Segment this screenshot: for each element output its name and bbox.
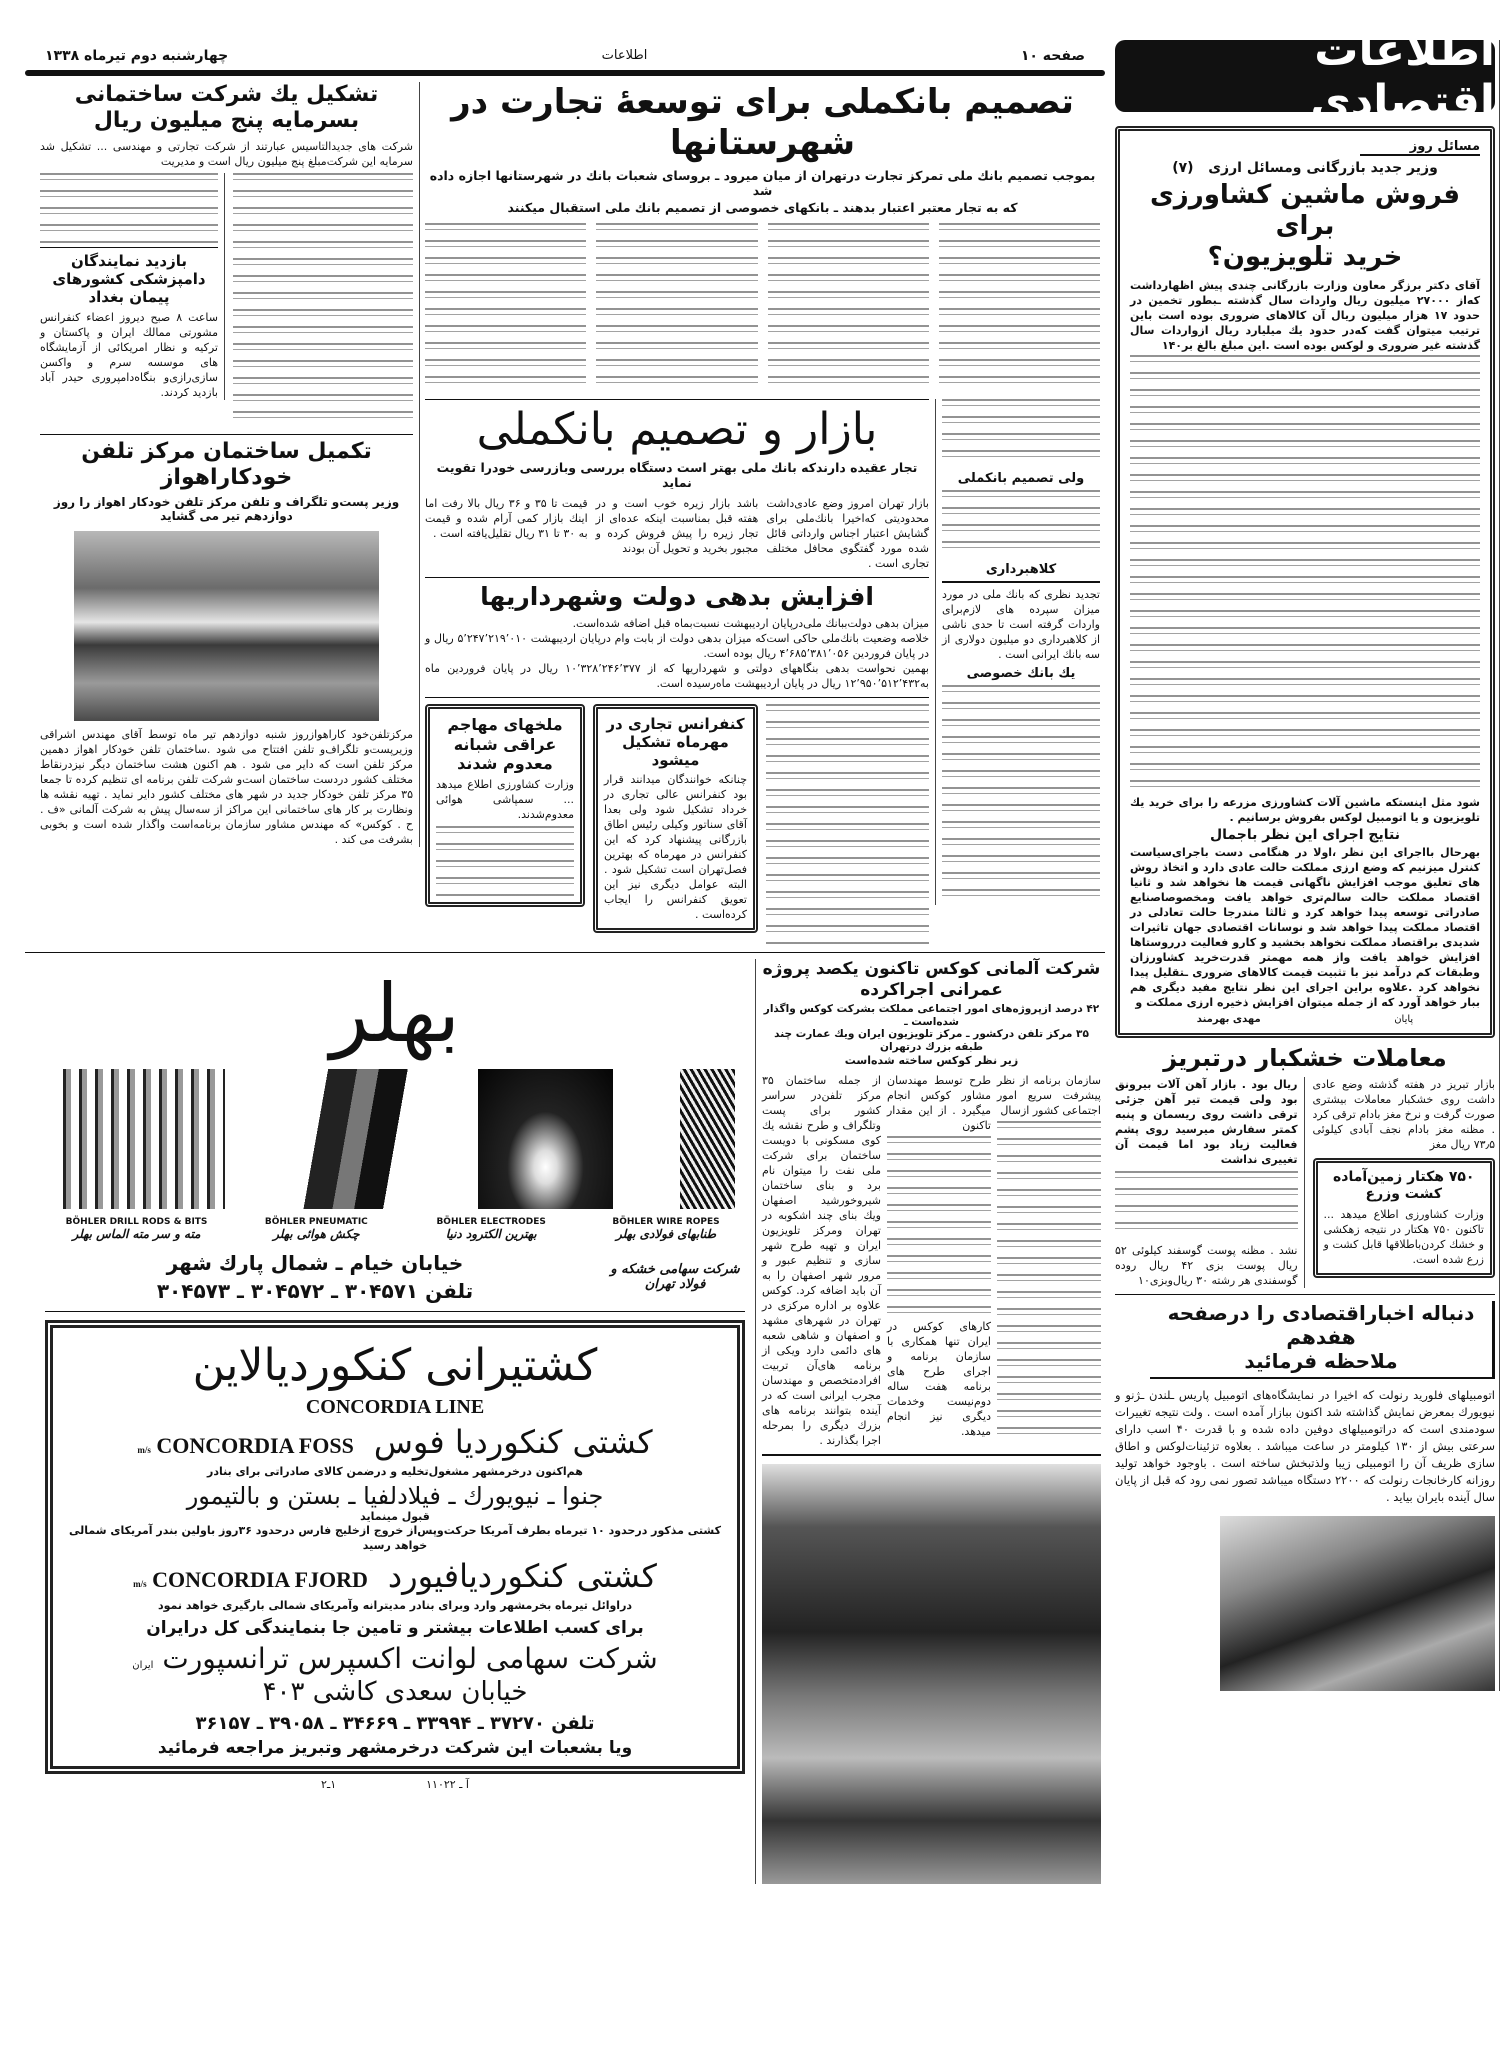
conference-box bbox=[593, 704, 758, 933]
cox-text-lines bbox=[887, 1136, 991, 1316]
left-story-text: شرکت های جدیدالتاسیس عبارتند از شرکت تجارتی و مهندسی ... تشکیل شد سرمایه این شرکت‌مبلغ پنج میلیون ریال است و مدیریت bbox=[40, 139, 413, 168]
bohler-ad bbox=[45, 959, 745, 1303]
rule bbox=[25, 952, 1105, 953]
cox-col bbox=[997, 1073, 1101, 1441]
column-subhead: نتایج اجرای این نظر باجمال bbox=[1210, 826, 1400, 843]
ship1-name bbox=[61, 1423, 729, 1461]
continued-notice bbox=[1150, 1301, 1495, 1379]
wire-ropes-image bbox=[680, 1069, 735, 1209]
bohler-contact bbox=[45, 1251, 745, 1303]
land-box bbox=[1313, 1158, 1496, 1278]
product-fa: طنابهای فولادی بهلر bbox=[615, 1227, 717, 1242]
ms-label: m/s bbox=[137, 1445, 151, 1456]
middle-lower bbox=[425, 399, 1100, 945]
drill-bits-image bbox=[55, 1069, 225, 1209]
main-story-text bbox=[768, 223, 929, 393]
locust-text: وزارت کشاورزی اطلاع میدهد ... سمپاشی هوائی معدوم‌شدند. bbox=[436, 777, 574, 821]
product-fa: چکش هوائی بهلر bbox=[273, 1227, 360, 1242]
main-headline: تصمیم بانکملی برای توسعهٔ تجارت در شهرستانها bbox=[451, 82, 1074, 163]
cox-headline: شرکت آلمانی کوکس تاکنون یکصد پروژه عمرانی اجراکرده bbox=[762, 959, 1101, 1000]
continued-line: دنباله اخباراقتصادی را درصفحه هفدهم bbox=[1167, 1301, 1475, 1350]
ship1-line3: کشتی مذکور درحدود ۱۰ تیرماه بطرف آمریکا حرکت‌وپس‌از خروج ازخلیج فارس درحدود ۳۶روز باولین بندر آمریکای شمالی خواهد رسید bbox=[68, 1524, 721, 1553]
cox-subheadline: ۴۲ درصد ازپروژه‌های امور اجتماعی مملکت بشرکت کوکس واگذار شده‌است ـ bbox=[763, 1003, 1100, 1028]
ad-code: آ ـ ۱۱۰۲۲ bbox=[426, 1778, 469, 1792]
ship2-line1: دراوائل تیرماه بخرمشهر وارد وبرای بنادر مدیترانه وآمریکای شمالی بارگیری خواهد نمود bbox=[157, 1599, 633, 1613]
rule bbox=[425, 697, 929, 698]
cox-section bbox=[755, 959, 1105, 1883]
concordia-ad bbox=[45, 1320, 745, 1774]
column-text: شود مثل اینستکه ماشین آلات کشاورزی مزرعه را برای خرید یك تلویزیون و یا اتومبیل لوکس بفروش برسانیم . bbox=[1130, 795, 1480, 824]
ship2-name-en bbox=[133, 1567, 368, 1593]
ads-section bbox=[25, 959, 755, 1791]
bohler-product-labels bbox=[45, 1217, 745, 1241]
product-en: BÖHLER DRILL RODS & BITS bbox=[65, 1217, 208, 1228]
bottom-row bbox=[25, 959, 1105, 1883]
column-box bbox=[1115, 126, 1495, 1038]
concordia-title-fa: کشتیرانی کنکوردیالاین bbox=[192, 1340, 598, 1392]
bazaar-text: قیمت تا ۳۵ و ۳۶ ریال بالا رفت اما اینك بازار کمی آرام شده و قیمت به ۳۰ تا ۳۱ ریال تقلیل‌یافته است . bbox=[424, 497, 588, 541]
main-story-subhead: ولی تصمیم بانکملی bbox=[957, 470, 1085, 486]
land-text: وزارت کشاورزی اطلاع میدهد ... تاکنون ۷۵۰ هکتار در نتیجه زهکشی و خشك کردن‌باطلاقها قابل کشت و زرع شده است. bbox=[1323, 1207, 1484, 1266]
rule bbox=[762, 1454, 1101, 1456]
left-story-text-lines bbox=[40, 173, 218, 243]
vet-text: ساعت ۸ صبح دیروز اعضاء کنفرانس مشورتی ممالك ایران و پاکستان و ترکیه و نظار امریکائی از آزمایشگاه های موسسه سرم و واکسن سازی‌رازی‌و بنگاه‌دامپروری حیدر آباد بازدید کردند. bbox=[40, 310, 218, 399]
main-story-subhead: کلاهبرداری bbox=[942, 562, 1100, 583]
concordia-agent bbox=[61, 1642, 729, 1675]
main-story-text bbox=[942, 399, 1100, 467]
left-headline: تشکیل یك شرکت ساختمانی bbox=[74, 82, 379, 107]
ad-code: ۱ـ۲ bbox=[321, 1778, 337, 1792]
bohler-products bbox=[45, 1069, 745, 1209]
right-column bbox=[1115, 25, 1500, 1691]
main-story-text bbox=[596, 223, 757, 393]
locust-text-lines bbox=[436, 826, 574, 896]
column-author: مهدی بهرمند bbox=[1196, 1014, 1261, 1026]
tabriz-headline: معاملات خشکبار درتبریز bbox=[1163, 1044, 1447, 1073]
rule bbox=[425, 399, 929, 400]
locust-headline: ملخهای مهاجم عراقی شبانه معدوم شدند bbox=[447, 715, 563, 773]
conference-headline: کنفرانس تجاری در مهرماه تشکیل میشود bbox=[606, 715, 745, 770]
debt-headline: افزایش بدهی دولت وشهرداریها bbox=[480, 582, 874, 612]
cox-subheadline: ۳۵ مرکز تلفن درکشور ـ مرکز تلویزیون ایران ویك عمارت چند طبقه بزرك درتهران bbox=[774, 1028, 1089, 1053]
top-row bbox=[25, 82, 1105, 944]
cox-subheadline: زیر نظر کوکس ساخته شده‌است bbox=[844, 1053, 1019, 1067]
main-area bbox=[25, 40, 1105, 1884]
bazaar-headline: بازار و تصمیم بانکملی bbox=[476, 403, 878, 455]
product-fa: بهترین الکترود دنیا bbox=[445, 1227, 537, 1242]
main-story-text bbox=[942, 490, 1100, 558]
boxes-row bbox=[425, 704, 929, 944]
tabriz-col bbox=[1115, 1077, 1305, 1288]
issue-date: چهارشنبه دوم تیرماه ۱۳۳۸ bbox=[45, 48, 229, 64]
ms-label: m/s bbox=[133, 1579, 147, 1590]
concordia-phone: تلفن ۳۷۲۷۰ ـ ۳۳۹۹۴ ـ ۳۴۶۶۹ ـ ۳۹۰۵۸ ـ ۳۶۱۵۷ bbox=[195, 1713, 595, 1735]
ahvaz-headline: تکمیل ساختمان مرکز تلفن خودکاراهواز bbox=[81, 438, 372, 491]
kicker-text: وزیر جدید بازرگانی ومسائل ارزی bbox=[1208, 160, 1438, 176]
product-wire-ropes bbox=[591, 1217, 741, 1241]
cox-text: از جمله ساختمان ۳۵ مرکز تلفن‌در سراسر کشور برای پست وتلگراف و طرح نقشه یك کوی مسکونی با دویست ساختمان برای شرکت ملی نفت را میتوان نام برد و بنای ساختمان شیروخورشید اصفهان ویك بنای چند اشکوبه در تهران ومرکز تلویزیون ایران و تهیه طرح شهر سازی و تنظیم عبور و مرور شهر اصفهان را به آن باید اضافه کرد. کوکس علاوه بر اداره مرکزی در تهران در شهرهای مشهد و اصفهان و شاهی شعبه های دائمی دارد ویکی از برنامه های‌آن تربیت افرادمتخصص و مهندسان مجرب ایرانی است که در آینده بتوانند برنامه های بزرك دیگری را بمرحله اجرا بگذارند . bbox=[762, 1073, 881, 1447]
left-headline: بسرمایه پنج میلیون ریال bbox=[93, 108, 360, 134]
concordia-title-en: CONCORDIA LINE bbox=[305, 1396, 485, 1419]
rule bbox=[40, 247, 218, 248]
main-story-text bbox=[939, 223, 1100, 393]
telephone-building-photo bbox=[74, 531, 379, 721]
renault-text: اتومبیلهای فلورید رنولت که اخیرا در نمایشگاه‌های اتومبیل پاریس ـلندن ـژنو و نیویورك بمعرض نمایش گذاشته شد اکنون ببازار آمده است . ولت نتیجه تغییرات سودمندی است که دراتومبیلهای دوفین داده شده و با قدرت ۴۰ اسب دارای سرعتی بیش از ۱۳۰ کیلومتر در ساعت میباشد . بعلاوه تزئینات‌لوکس و اطاق سازی ظریف آن را اتومبیلی زیبا ولذتبخش ساخته است . باوجود خواهد تولید روزانه کارخانجات رنولت که ۲۲۰۰ دستگاه میباشد تصور نمی رود که قبل از پایان سال آینده بایران بیاید . bbox=[1115, 1388, 1496, 1505]
rule bbox=[40, 434, 413, 435]
article-text bbox=[766, 704, 929, 944]
section-title: اطلاعات اقتصادی bbox=[1310, 25, 1495, 127]
cox-text: طرح توسط مهندسان مشاور کوکس انجام میگیرد . از این مقدار تاکنون bbox=[887, 1073, 991, 1132]
bazaar-text: باشد بازار زیره خوب است و در هفته قبل بمناسبت اینکه عده‌ای از تجار زیره را پیش فروش کرده و مجبور بخرید و تحویل آن بودند bbox=[595, 497, 759, 556]
product-drill-bits bbox=[49, 1217, 224, 1241]
cox-col bbox=[887, 1073, 991, 1439]
cox-columns bbox=[762, 1073, 1101, 1448]
product-electrodes bbox=[409, 1217, 574, 1241]
vet-box bbox=[40, 173, 225, 400]
cox-text-lines bbox=[997, 1121, 1101, 1441]
concordia-info: برای کسب اطلاعات بیشتر و تامین جا بنمایندگی کل درایران bbox=[146, 1618, 644, 1639]
main-story-continuation bbox=[935, 399, 1100, 906]
bohler-brand: بهلر bbox=[330, 967, 460, 1061]
ship1-name-fa: کشتی کنکوردیا فوس bbox=[373, 1423, 653, 1462]
product-en: BÖHLER PNEUMATIC bbox=[264, 1217, 368, 1228]
debt-text: بهمین نحواست بدهی بنگاههای دولتی و شهرداریها که از ۱۰٬۳۲۸٬۲۴۶٬۳۷۷ ریال در پایان فروردین ماه به۱۲٬۹۵۰٬۵۱۲٬۴۳۲ ریال در پایان اردیبهشت ماه‌رسیده است. bbox=[425, 662, 929, 691]
column-text: آقای دکتر برزگر معاون وزارت بازرگانی چندی پیش اظهارداشت که‌از ۲۷۰۰۰ میلیون ریال واردات سال گذشته ـبطور تخمین در حدود ۱۷ هزار میلیون ریال آن کالاهای ضروری بوده است باین ترتیب میتوان گفت که‌در حدود یك میلیارد ریال ازواردات سال گذشته غیر ضروری و لوکس بوده است .این مبلغ بالغ بر۱۴۰ bbox=[1130, 278, 1481, 352]
header-rule bbox=[25, 70, 1105, 76]
tabriz-text: نشد . مظنه پوست گوسفند کیلوئی ۵۲ ریال پوست بزی ۴۲ ریال روده گوسفندی هر رشته ۳۰ ریال‌وبزی۱۰ bbox=[1115, 1244, 1298, 1288]
product-en: BÖHLER ELECTRODES bbox=[436, 1217, 546, 1228]
vet-headline: بازدید نمایندگان دامپزشکی کشورهای پیمان بغداد bbox=[52, 251, 206, 306]
main-story-subhead: یك بانك خصوصی bbox=[966, 665, 1076, 681]
section-masthead bbox=[1115, 25, 1495, 127]
ship2-name bbox=[61, 1557, 729, 1595]
bohler-phone: تلفن ۳۰۴۵۷۱ ـ ۳۰۴۵۷۲ ـ ۳۰۴۵۷۳ bbox=[156, 1279, 474, 1304]
bohler-address-block bbox=[45, 1251, 585, 1303]
product-pneumatic bbox=[241, 1217, 391, 1241]
ship1-line2: قبول مینماید bbox=[360, 1510, 430, 1524]
concordia-branches: ویا بشعبات این شرکت درخرمشهر وتبریز مراجعه فرمائید bbox=[157, 1738, 633, 1759]
left-story-body bbox=[40, 173, 413, 428]
ship2-en-text: CONCORDIA FJORD bbox=[152, 1567, 368, 1593]
cox-text: سازمان برنامه از نظر پیشرفت سریع امور اجتماعی کشور ازسال bbox=[997, 1073, 1101, 1117]
rule bbox=[425, 577, 929, 578]
main-story-text bbox=[942, 685, 1100, 905]
column-text: بهرحال بااجرای این نظر ،اولا در هنگامی دست باجرای‌سیاست کنترل میزنیم که وضع ارزی مملکت حالت عادی دارد و اتخاذ روش های تعلیق موجب افزایش ناگهانی قیمت ها نخواهد شد و ثانیا اقتصاد مملکت حالت سالم‌تری خواهد یافت ومخصوصاصنایع صادراتی توسعه پیدا خواهد کرد و ثالثا مندرجا حالت تعادلی در اقتصاد مملکت پیدا خواهد شد و نوسانات اقتصادی جهان تاثیرات شدیدی براقتصاد مملکت نخواهد بخشید و کارو فعالیت درروستاها افزایش خواهد یافت واز همه مهمتر قدرت‌خرید کشاورزان وطبقات کم درآمد نیز با تثبیت قیمت کالاهای ضروری ـتقلیل پیدا نخواهد کرد .علاوه براین اجرای این نظر نتایج مفید دیگری هم ببار خواهد آورد که از جمله میتوان افزایش ذخیره ارزی مملکت و bbox=[1130, 846, 1480, 1010]
middle-section bbox=[420, 82, 1105, 944]
bazaar-columns bbox=[425, 496, 929, 571]
main-story-text: تجدید نظری که بانك ملی در مورد میزان سپرده های لازم‌برای واردات گرفته است تا حدی ناشی از کلاهبرداری دو میلیون دولاری از سه بانك ایرانی است . bbox=[942, 587, 1100, 661]
main-subheadline: که به تجار معتبر اعتبار بدهند ـ بانکهای خصوصی از تصمیم بانك ملی استقبال میکنند bbox=[507, 199, 1018, 215]
tabriz-text: بازار تبریز در هفته گذشته وضع عادی داشت روی خشکبار معاملات بیشتری صورت گرفت و نرخ مغز بادام ترقی کرد . مظنه مغز بادام نجف آبادی کیلوئی ۷۳٫۵ ریال مغز bbox=[1312, 1078, 1495, 1152]
debt-text: میزان بدهی دولت‌ببانك ملی‌درپایان اردیبهشت نسبت‌بماه قبل اضافه شده‌است. bbox=[572, 617, 929, 631]
land-headline: ۷۵۰ هکتار زمین‌آماده کشت وزرع bbox=[1333, 1169, 1475, 1202]
concordia-address: خیابان سعدی کاشی ۴۰۳ bbox=[262, 1677, 528, 1708]
column-label: مسائل روز bbox=[1360, 139, 1480, 156]
conference-text: چنانکه خوانندگان میدانند قرار بود کنفرانس عالی تجاری در خرداد تشکیل شود ولی بعدا آقای سناتور وکیلی رئیس اطاق بازرگانی پیشنهاد کرد که این کنفرانس در مهرماه که بهترین فصل‌تهران است تشکیل شود . البته عوامل دیگری نیز این تعویق کنفرانس را ایجاب کرده‌است . bbox=[604, 773, 747, 922]
locust-box bbox=[425, 704, 585, 907]
bazaar-subheadline: تجار عقیده دارندکه بانك ملی بهتر است دستگاه بررسی وبازرسی خودرا تقویت نماید bbox=[436, 460, 918, 491]
ship1-name-en bbox=[137, 1433, 353, 1459]
column-signature bbox=[1130, 1014, 1480, 1025]
product-fa: مته و سر مته الماس بهلر bbox=[72, 1227, 201, 1242]
tabriz-col bbox=[1313, 1077, 1496, 1278]
newspaper-name: اطلاعات bbox=[601, 48, 648, 63]
ship1-en-text: CONCORDIA FOSS bbox=[156, 1433, 354, 1459]
rule bbox=[1115, 1294, 1495, 1295]
left-section bbox=[25, 82, 420, 847]
left-story-text-lines bbox=[233, 173, 413, 428]
continued-line: ملاحظه فرمائید bbox=[1244, 1349, 1398, 1374]
column-headline: خرید تلویزیون؟ bbox=[1207, 242, 1403, 273]
bohler-address: خیابان خیام ـ شمال پارك شهر bbox=[166, 1251, 464, 1276]
main-story-columns bbox=[425, 223, 1100, 393]
column-end: پایان bbox=[1394, 1014, 1414, 1026]
main-story-text bbox=[425, 223, 586, 393]
tabriz-text: ریال بود . بازار آهن آلات بیرونق بود ولی قیمت تیر آهن جزئی ترقی داشت روی ریسمان و پنبه کمتر سفارش میرسید روی پشم فعالیت زیاد بود اما قیمت آن تغییری نداشت bbox=[1115, 1078, 1298, 1167]
column-headline: فروش ماشین کشاورزی برای bbox=[1149, 180, 1461, 242]
car-interior-photo bbox=[1220, 1516, 1495, 1691]
page-number: صفحه ۱۰ bbox=[1020, 48, 1085, 64]
ship1-ports: جنوا ـ نیویورك ـ فیلادلفیا ـ بستن و بالتیمور bbox=[186, 1482, 604, 1511]
ad-codes bbox=[45, 1778, 745, 1791]
column-kicker bbox=[1130, 160, 1480, 176]
cox-text: کارهای کوکس در ایران تنها همکاری با سازمان برنامه و اجرای طرح های برنامه هفت ساله دوم‌نیست وخدمات دیگری نیز انجام میدهد. bbox=[887, 1319, 991, 1438]
bohler-company: شرکت سهامی خشکه و فولاد تهران bbox=[610, 1262, 740, 1293]
tabriz-text-lines bbox=[1115, 1171, 1298, 1239]
agent-suffix: ایران bbox=[132, 1660, 154, 1672]
ship2-name-fa: کشتی کنکوردیافیورد bbox=[387, 1557, 657, 1596]
bazaar-text: بازار تهران امروز وضع عادی‌داشت محدودیتی که‌اخیرا بانك‌ملی برای گشایش اعتبار اجناس وارداتی قائل شده مورد گفتگوی محافل مختلف تجاری است . bbox=[766, 497, 929, 571]
page-header bbox=[25, 40, 1105, 70]
rule bbox=[45, 1311, 745, 1312]
main-subheadline: بموجب تصمیم بانك ملی تمرکز تجارت درتهران از میان میرود ـ بروسای شعبات بانك در شهرستانها اجازه داده شد bbox=[429, 167, 1096, 198]
renault-car-photo bbox=[762, 1464, 1101, 1884]
product-en: BÖHLER WIRE ROPES bbox=[612, 1217, 720, 1228]
column-text-lines bbox=[1130, 355, 1480, 795]
part-number: (۷) bbox=[1172, 160, 1194, 176]
ahvaz-caption: مرکزتلفن‌خود کاراهوازروز شنبه دوازدهم تیر ماه توسط آقای مهندس اشراقی وزیرپست‌و تلگراف‌و تلفن افتتاح می شود .ساختمان تلفن خودکار اهواز دهمین مرکز تلفن است که دایر می شود . هم اکنون هشت ساختمان دیگر نیزدرنقاط مختلف کشور دردست ساختمان است‌و شرکت تلفن برنامه ای تنظیم کرده تا جمعا ۳۵ مرکز تلفن خودکار جدید در شهر های مختلف کشور دایر نماید . تهیه نقشه ها ونظارت بر کار های ساختمانی این مراکز از سه‌سال پیش به شرکت آلمانی «ف . ح . کوکس» که مهندس مشاور سازمان برنامه‌است واگذار شده است و بخوبی بشرفت می کند . bbox=[40, 728, 413, 847]
bazaar-section bbox=[425, 399, 929, 945]
electrodes-image bbox=[478, 1069, 613, 1209]
ship1-line1: هم‌اکنون درخرمشهر مشغول‌تخلیه و درضمن کالای صادراتی برای بنادر bbox=[207, 1465, 583, 1479]
debt-text: خلاصه وضعیت بانك‌ملی حاکی است‌که میزان بدهی دولت از بابت وام درپایان اردیبهشت ۵٬۲۴۷٬۲۱۹٬۰۱۰ ریال و در پایان فروردین ۴٬۶۸۵٬۳۸۱٬۰۵۶ ریال بوده است. bbox=[425, 632, 929, 661]
ahvaz-subheadline: وزیر پست‌و تلگراف و تلفن مرکز تلفن خودکار اهواز را روز دوازدهم تیر می گشاید bbox=[53, 494, 400, 523]
tabriz-columns bbox=[1115, 1077, 1495, 1288]
agent-name: شرکت سهامی لوانت اکسپرس ترانسپورت bbox=[162, 1642, 658, 1676]
pneumatic-image bbox=[292, 1069, 412, 1209]
